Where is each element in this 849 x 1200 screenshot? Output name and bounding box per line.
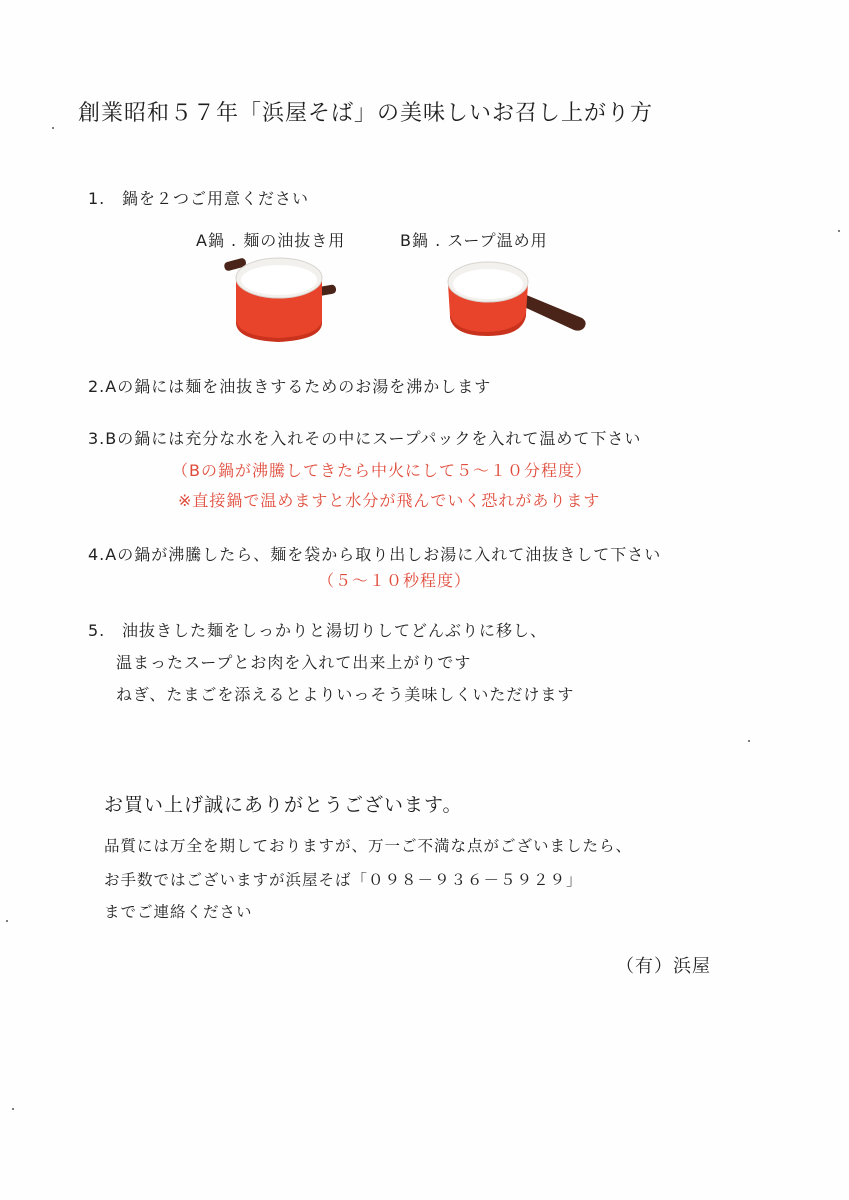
step-number: 5. — [88, 621, 106, 640]
scan-speck — [52, 127, 54, 129]
thanks-heading: お買い上げ誠にありがとうございます。 — [104, 794, 463, 816]
scan-speck — [12, 1108, 14, 1110]
scan-speck — [838, 230, 840, 232]
step-text: Aの鍋には麺を油抜きするためのお湯を沸かします — [105, 377, 492, 396]
message-line-3: までご連絡ください — [104, 903, 253, 921]
step-number: 4. — [88, 545, 106, 564]
page-title: 創業昭和５７年「浜屋そば」の美味しいお召し上がり方 — [78, 101, 654, 126]
step-5 — [88, 618, 547, 641]
step-4 — [88, 542, 661, 565]
step-text: Aの鍋が沸騰したら、麺を袋から取り出しお湯に入れて油抜きして下さい — [105, 545, 662, 564]
scan-speck — [6, 920, 8, 922]
step-number: 2. — [88, 377, 106, 396]
step-1 — [88, 186, 309, 209]
step-2 — [88, 374, 491, 397]
message-line-2: お手数ではございますが浜屋そば「０９８－９３６－５９２９」 — [104, 871, 583, 889]
step-text: Bの鍋には充分な水を入れその中にスープパックを入れて温めて下さい — [105, 429, 642, 448]
step-5-line-3: ねぎ、たまごを添えるとよりいっそう美味しくいただけます — [116, 685, 575, 704]
message-line-1: 品質には万全を期しておりますが、万一ご不満な点がございましたら、 — [104, 837, 633, 855]
pot-a-label: A鍋 . 麺の油抜き用 — [196, 231, 346, 250]
step-3-note-1: （Bの鍋が沸騰してきたら中火にして５～１０分程度） — [172, 461, 592, 480]
pot-a-icon — [222, 250, 340, 346]
step-3 — [88, 426, 641, 449]
step-4-note: （５～１０秒程度） — [318, 571, 472, 590]
scan-speck — [748, 740, 750, 742]
step-text: 油抜きした麺をしっかりと湯切りしてどんぶりに移し、 — [122, 621, 548, 640]
step-5-line-2: 温まったスープとお肉を入れて出来上がりです — [116, 653, 472, 672]
step-text: 鍋を２つご用意ください — [122, 189, 310, 208]
pot-b-icon — [442, 254, 590, 340]
step-number: 1. — [88, 189, 106, 208]
step-3-note-2: ※直接鍋で温めますと水分が飛んでいく恐れがあります — [178, 491, 601, 510]
pot-b-label: B鍋 . スープ温め用 — [400, 231, 548, 250]
step-number: 3. — [88, 429, 106, 448]
company-name: （有）浜屋 — [616, 956, 711, 977]
